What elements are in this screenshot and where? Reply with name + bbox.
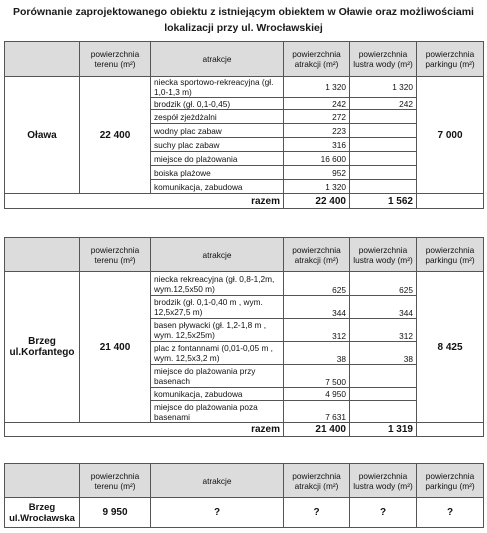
- water-area: [350, 180, 417, 194]
- header-atrakcje: atrakcje: [151, 464, 284, 498]
- attraction-name: miejsce do plażowania przy basenach: [151, 365, 284, 388]
- total-water-area: 1 562: [350, 194, 417, 209]
- attraction-name: komunikacja, zabudowa: [151, 388, 284, 401]
- header-cell: [5, 238, 80, 272]
- attraction-area: 625: [284, 272, 350, 296]
- attraction-area: 7 631: [284, 401, 350, 423]
- attraction-area: 952: [284, 166, 350, 180]
- water-area: [350, 365, 417, 388]
- total-water-area: 1 319: [350, 423, 417, 437]
- water-area: 344: [350, 296, 417, 319]
- attraction-name: boiska plażowe: [151, 166, 284, 180]
- attraction-name: brodzik (gł. 0,1-0,45): [151, 98, 284, 110]
- location-name-line-2: ul.Korfantego: [9, 347, 75, 358]
- parking-value: 8 425: [417, 272, 484, 423]
- header-pow-atrakcji: powierzchnia atrakcji (m²): [284, 42, 350, 77]
- header-lustro: powierzchnia lustra wody (m²): [350, 238, 417, 272]
- header-cell: [5, 464, 80, 498]
- attraction-name: niecka rekreacyjna (gł. 0,8-1,2m, wym.12,5x50 m): [151, 272, 284, 296]
- attraction-area: 38: [284, 342, 350, 365]
- water-area: [350, 388, 417, 401]
- attraction-name: miejsce do plażowania poza basenami: [151, 401, 284, 423]
- attraction-area: 272: [284, 110, 350, 124]
- attraction-area: 4 950: [284, 388, 350, 401]
- attraction-name: brodzik (gł. 0,1-0,40 m , wym. 12,5x27,5 m): [151, 296, 284, 319]
- water-area: [350, 110, 417, 124]
- table-olawa: [4, 41, 484, 209]
- attraction-area: 1 320: [284, 77, 350, 98]
- table-row: [5, 498, 484, 528]
- header-atrakcje: atrakcje: [151, 42, 284, 77]
- attraction-area: 16 600: [284, 152, 350, 166]
- location-name-line-1: Brzeg: [28, 501, 56, 513]
- attraction-name: zespół zjeżdżalni: [151, 110, 284, 124]
- page-title: [0, 4, 487, 36]
- location-name: Oława: [5, 77, 80, 194]
- attraction-area: 316: [284, 138, 350, 152]
- header-teren: powierzchnia terenu (m²): [80, 464, 151, 498]
- empty-cell: [417, 423, 484, 437]
- location-name-line-2: ul.Wrocławska: [9, 512, 75, 524]
- total-row: [5, 194, 484, 209]
- total-attraction-area: 21 400: [284, 423, 350, 437]
- teren-value: 21 400: [80, 272, 151, 423]
- attraction-name: suchy plac zabaw: [151, 138, 284, 152]
- attraction-name: miejsce do plażowania: [151, 152, 284, 166]
- header-cell: [5, 42, 80, 77]
- attraction-area: 344: [284, 296, 350, 319]
- attraction-name: plac z fontannami (0,01-0,05 m , wym. 12,5x3,2 m): [151, 342, 284, 365]
- location-name-line-1: Brzeg: [28, 336, 56, 347]
- header-pow-atrakcji: powierzchnia atrakcji (m²): [284, 238, 350, 272]
- header-lustro: powierzchnia lustra wody (m²): [350, 464, 417, 498]
- attraction-name: basen pływacki (gł. 1,2-1,8 m , wym. 12,5x25m): [151, 319, 284, 342]
- water-area: 242: [350, 98, 417, 110]
- water-area: [350, 152, 417, 166]
- table-brzeg-korfantego: [4, 237, 484, 437]
- location-name: [5, 498, 80, 528]
- attraction-name: komunikacja, zabudowa: [151, 180, 284, 194]
- attraction-name: ?: [151, 498, 284, 528]
- header-pow-atrakcji: powierzchnia atrakcji (m²): [284, 464, 350, 498]
- water-area: 38: [350, 342, 417, 365]
- total-row: [5, 423, 484, 437]
- water-area: [350, 401, 417, 423]
- water-area: [350, 166, 417, 180]
- teren-value: 22 400: [80, 77, 151, 194]
- total-label: razem: [5, 194, 284, 209]
- water-area: ?: [350, 498, 417, 528]
- attraction-area: 242: [284, 98, 350, 110]
- water-area: [350, 138, 417, 152]
- parking-value: ?: [417, 498, 484, 528]
- water-area: [350, 124, 417, 138]
- water-area: 312: [350, 319, 417, 342]
- table-row: [5, 77, 484, 98]
- water-area: 1 320: [350, 77, 417, 98]
- water-area: 625: [350, 272, 417, 296]
- header-parking: powierzchnia parkingu (m²): [417, 464, 484, 498]
- header-atrakcje: atrakcje: [151, 238, 284, 272]
- table-brzeg-wroclawska: [4, 463, 484, 528]
- location-name: [5, 272, 80, 423]
- header-teren: powierzchnia terenu (m²): [80, 42, 151, 77]
- teren-value: 9 950: [80, 498, 151, 528]
- attraction-name: niecka sportowo-rekreacyjna (gł. 1,0-1,3 m): [151, 77, 284, 98]
- title-line-1: Porównanie zaprojektowanego obiektu z istniejącym obiektem w Oławie oraz możliwościami: [13, 6, 474, 18]
- empty-cell: [417, 194, 484, 209]
- header-parking: powierzchnia parkingu (m²): [417, 42, 484, 77]
- attraction-name: wodny plac zabaw: [151, 124, 284, 138]
- header-parking: powierzchnia parkingu (m²): [417, 238, 484, 272]
- title-line-2: lokalizacji przy ul. Wrocławskiej: [164, 22, 323, 34]
- parking-value: 7 000: [417, 77, 484, 194]
- header-lustro: powierzchnia lustra wody (m²): [350, 42, 417, 77]
- header-teren: powierzchnia terenu (m²): [80, 238, 151, 272]
- attraction-area: 1 320: [284, 180, 350, 194]
- total-attraction-area: 22 400: [284, 194, 350, 209]
- total-label: razem: [5, 423, 284, 437]
- attraction-area: 223: [284, 124, 350, 138]
- table-row: [5, 272, 484, 296]
- attraction-area: 7 500: [284, 365, 350, 388]
- attraction-area: 312: [284, 319, 350, 342]
- attraction-area: ?: [284, 498, 350, 528]
